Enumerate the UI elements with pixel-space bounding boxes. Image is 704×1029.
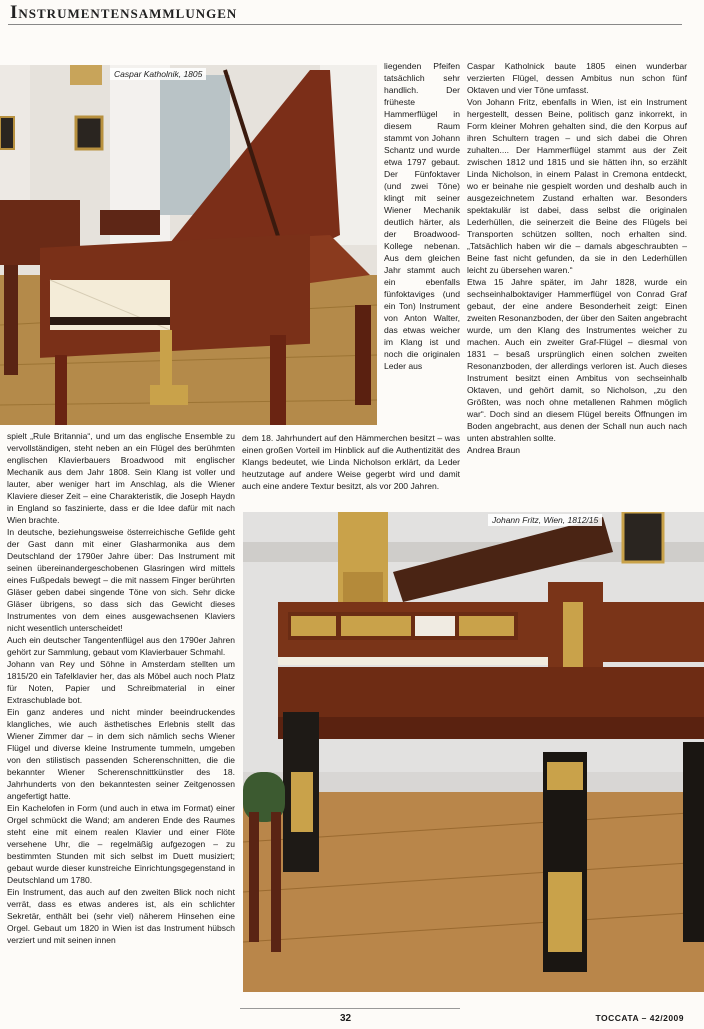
header-divider [8, 24, 682, 25]
middle-text-paragraph: dem 18. Jahrhundert auf den Hämmerchen besitzt – was einen großen Vorteil im Hinblick auf die Authentizität des Klangs bedeutet, wie Linda Nicholson erklärt, da Leder heutzutage auf andere Weise gegerbt wird und damit auch eine andere Textur besitzt, als vor 200 Jahren. [242, 433, 460, 491]
right-col-paragraph-3: Etwa 15 Jahre später, im Jahr 1828, wurde ein sechseinhalboktaviger Hammerflügel von Conrad Graf gebaut, der eine andere Besonderheit zeigt: Einen zweiten Resonanzboden, der über den Saiten angebracht wurde, um den Klang des Instrumentes weicher zu machen. Auch ein zweiter Graf-Flügel – diesmal von 1831 – besaß ursprünglich einen solchen zweiten Resonanzboden, der allerdings verloren ist. Auch dieses Instrument besitzt einen Ambitus von sechseinhalb Oktaven, und gehört damit, so Nicholson, „zu den Größten, was noch ohne metallenen Rahmen möglich war“. Doch sind an diesem Flügel bereits Öffnungen im Boden angebracht, aus denen der Schall nun auch nach unten abstrahlen sollte. [467, 277, 687, 443]
narrow-column-text: liegenden Pfeifen tatsächlich sehr handlich. Der früheste Hammerflügel in diesem Raum stammt von Johann Schantz und wurde etwa 1797 gebaut. Der Fünfoktaver (und zwei Töne) klingt mit seiner Wiener Mechanik deutlich härter, als der Broadwood-Kollege nebenan. Aus dem gleichen Jahr stammt auch ein ebenfalls fünfoktaviges (und ein Ton) Instrument von Anton Walter, das etwas weicher im Klang ist und noch die originalen Leder aus [384, 61, 460, 371]
left-column [7, 430, 235, 946]
fortepiano-illustration [0, 65, 377, 425]
author-name: Andrea Braun [467, 445, 521, 455]
left-col-paragraph-3: Auch ein deutscher Tangentenflügel aus den 1790er Jahren gehört zur Sammlung, gebaut vom Klavierbauer Schmahl. [7, 635, 235, 657]
magazine-issue: TOCCATA – 42/2009 [595, 1013, 684, 1023]
left-col-paragraph-7: Ein Instrument, das auch auf den zweiten Blick noch nicht verrät, dass es etwas anderes ist, als ein schlichter Sekretär, enthält bei (sehr viel) näherem Hinsehen eine Orgel. Gebaut um 1820 in Wien ist das Instrument hübsch verziert und mit seinen innen [7, 887, 235, 945]
middle-text-block [242, 432, 460, 492]
left-col-paragraph-1: spielt „Rule Britannia“, und um das englische Ensemble zu vervollständigen, steht neben an ein Flügel des berühmten englischen Klavierbauers Broadwood mit englischer Mechanik aus dem Jahr 1808. Sein Klang ist voller und lauter, aber weniger hart im Anschlag, als die Wiener Klaviere dieser Zeit – eine Charakteristik, die Joseph Haydn in England so faszinierte, dass er die Idee dafür mit nach Wien brachte. [7, 431, 235, 525]
photo2-caption: Johann Fritz, Wien, 1812/15 [488, 514, 602, 526]
right-col-paragraph-1: Caspar Katholnick baute 1805 einen wunderbar verzierten Flügel, dessen Ambitus nun schon fünf Oktaven und vier Töne umfasst. [467, 61, 687, 95]
right-col-paragraph-2: Von Johann Fritz, ebenfalls in Wien, ist ein Instrument hergestellt, dessen Beine, politisch ganz inkorrekt, in Form kleiner Mohren gehalten sind, die den Korpus auf ihren Schultern tragen – und sich dabei die Ohren zuhalten.... Der Hammerflügel stammt aus der Zeit zwischen 1812 und 1815 und sie hätten ihn, so erzählt Linda Nicholson, in einem Palast in Cremona entdeckt, wo er beinahe nie gespielt worden und deshalb auch in ausgezeichnetem Zustand erhalten war. Besonders spektakulär ist dabei, dass selbst die originalen Lederhüllen, die seinerzeit die Beine des Flügels bei Transporten schützen sollten, noch erhalten sind. „Tatsächlich haben wir die – damals abgeschraubten – Beine fast nicht gefunden, da sie in den Lederhüllen leicht zu übersehen waren.“ [467, 97, 687, 275]
photo-fritz-fortepiano [243, 512, 704, 992]
right-column [467, 60, 687, 456]
left-col-paragraph-6: Ein Kachelofen in Form (und auch in etwa im Format) einer Orgel schmückt die Wand; am anderen Ende des Raumes steht eine mit einem realen Klavier und einer Flöte versehene Uhr, die – regelmäßig aufgezogen – zu bestimmten Stunden mit sich selbst im Duett musiziert; gebaut wurde dieser kunstreiche Einrichtungsgegenstand in Deutschland um 1780. [7, 803, 235, 885]
section-title: Instrumentensammlungen [10, 2, 238, 23]
narrow-column [384, 60, 460, 372]
fortepiano-fritz-illustration [243, 512, 704, 992]
page-number: 32 [340, 1013, 352, 1024]
photo-katholnik-fortepiano [0, 65, 377, 425]
footer-divider [240, 1008, 460, 1009]
left-col-paragraph-5: Ein ganz anderes und nicht minder beeindruckendes klangliches, wie auch ästhetisches Erlebnis stellt das Wiener Zimmer dar – in dem sich nämlich sechs Wiener Flügel und diverse kleine Instrumente tummeln, umgeben von den stilistisch passenden Scherenschnitten, die die bekannter Wiener Scherenschnittkünstler des 18. Jahrhunderts von den bekanntesten seiner Zeitgenossen angefertigt hatte. [7, 707, 235, 801]
left-col-paragraph-4: Johann van Rey und Söhne in Amsterdam stellten um 1815/20 ein Tafelklavier her, das als Möbel auch noch Platz für Noten, Papier und Schreibmaterial in einer Extraschublade bot. [7, 659, 235, 705]
photo1-caption: Caspar Katholnik, 1805 [110, 68, 206, 80]
left-col-paragraph-2: In deutsche, beziehungsweise österreichische Gefilde geht der Gast dann mit einer Glasharmonika aus dem Deutschland der 1790er Jahre über: Das Instrument mit seinen übereinandergeschobenen Glasringen wird mittels eines Fußpedals bewegt – die mit nassem Finger berührten Gläser geben dabei singende Töne von sich. Sehr dicke Gläser übrigens, so dass sich das Gewicht dieses Instrumentes von dem eines ausgewachsenen Klaviers nicht wesentlich unterscheidet! [7, 527, 235, 633]
